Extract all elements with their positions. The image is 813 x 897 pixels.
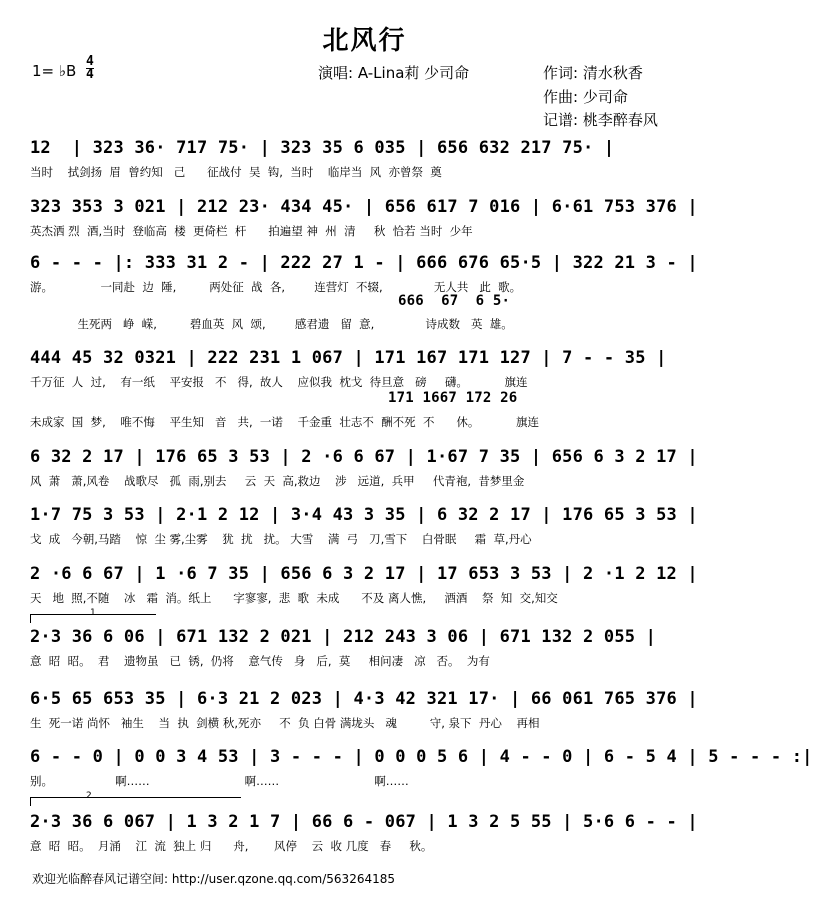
lyric-line: 当时 拭剑扬 眉 曾约知 己 征战付 吴 钩, 当时 临岸当 风 亦曾祭 奠: [30, 165, 442, 179]
singer-credit: 演唱: A-Lina莉 少司命: [318, 64, 470, 82]
transcriber-credit: 记谱: 桃李醉春风: [543, 111, 658, 129]
time-signature: [86, 56, 94, 81]
lyric-line: 别。 啊…… 啊…… 啊……: [30, 774, 409, 788]
notation-line: 2·3 36 6 067 | 1 3 2 1 7 | 66 6 - 067 | 1 3 2 5 55 | 5·6 6 - - |: [30, 812, 698, 832]
notation-line: 2 ·6 6 67 | 1 ·6 7 35 | 656 6 3 2 17 | 17 653 3 53 | 2 ·1 2 12 |: [30, 564, 698, 584]
key-signature: 1= ♭B: [32, 62, 77, 80]
notation-line: 6·5 65 653 35 | 6·3 21 2 023 | 4·3 42 321 17· | 66 061 765 376 |: [30, 689, 698, 709]
second-ending-label: 2: [86, 791, 92, 801]
time-signature-bottom: 4: [86, 67, 94, 82]
notation-line: 1·7 75 3 53 | 2·1 2 12 | 3·4 43 3 35 | 6 32 2 17 | 176 65 3 53 |: [30, 505, 698, 525]
footer-note: 欢迎光临醉春风记谱空间: http://user.qzone.qq.com/563264185: [32, 872, 396, 886]
notation-line: 444 45 32 0321 | 222 231 1 067 | 171 167 171 127 | 7 - - 35 |: [30, 348, 667, 368]
notation-line: 12 | 323 36· 717 75· | 323 35 6 035 | 656 632 217 75· |: [30, 138, 615, 158]
lyric-line: 英杰洒 烈 酒,当时 登临高 楼 更倚栏 杆 拍遍望 神 州 清 秋 恰若 当时 少年: [30, 224, 473, 238]
lyric-line: 千万征 人 过, 有一纸 平安报 不 得, 故人 应似我 枕戈 待旦意 磅 礴。 旗连: [30, 375, 528, 389]
notation-line: 2·3 36 6 06 | 671 132 2 021 | 212 243 3 06 | 671 132 2 055 |: [30, 627, 657, 647]
lyric-line: 游。 一同赴 边 陲, 两处征 战 各, 连营灯 不辍, 无人共 此 歌。: [30, 280, 522, 294]
first-ending-label: 1: [90, 608, 96, 618]
time-signature-top: 4: [86, 54, 94, 69]
lyric-line: 意 昭 昭。 君 遗物虽 已 锈, 仍将 意气传 身 后, 莫 相问凄 凉 否。 为有: [30, 654, 490, 668]
lyric-line: 天 地 照,不随 冰 霜 消。纸上 字寥寥, 悲 歌 未成 不及 离人憔, 酒酒 祭 知 交,知交: [30, 591, 558, 605]
lyric-line: 风 萧 萧,风卷 战歌尽 孤 雨,别去 云 天 高,救边 涉 远道, 兵甲 代青袍, 昔梦里金: [30, 474, 525, 488]
alt-notation-line: 171 1667 172 26: [388, 390, 518, 406]
notation-line: 323 353 3 021 | 212 23· 434 45· | 656 617 7 016 | 6·61 753 376 |: [30, 197, 698, 217]
composer-credit: 作曲: 少司命: [543, 88, 628, 106]
lyric-line-verse2: 生死两 峥 嵘, 碧血英 风 颂, 感君遗 留 意, 诗成数 英 雄。: [30, 317, 513, 331]
notation-line: 6 - - - |: 333 31 2 - | 222 27 1 - | 666 676 65·5 | 322 21 3 - |: [30, 253, 698, 273]
lyric-line: 生 死一诺 尚怀 袖生 当 执 剑横 秋,死亦 不 负 白骨 满垅头 魂 守, 泉下 丹心 再相: [30, 716, 540, 730]
lyricist-credit: 作词: 清水秋香: [543, 64, 643, 82]
lyric-line: 意 昭 昭。 月涌 江 流 独上 归 舟, 风停 云 收 几度 春 秋。: [30, 839, 433, 853]
notation-line: 6 32 2 17 | 176 65 3 53 | 2 ·6 6 67 | 1·67 7 35 | 656 6 3 2 17 |: [30, 447, 698, 467]
lyric-line: 戈 成 今朝,马踏 惊 尘 雾,尘雾 犹 扰 扰。 大雪 满 弓 刀,雪下 白骨眠 霜 草,丹心: [30, 532, 532, 546]
notation-line: 6 - - 0 | 0 0 3 4 53 | 3 - - - | 0 0 0 5 6 | 4 - - 0 | 6 - 5 4 | 5 - - - :|: [30, 747, 813, 767]
second-ending-bracket: [30, 797, 241, 806]
lyric-line-verse2: 未成家 国 梦, 唯不悔 平生知 音 共, 一诺 千金重 壮志不 酬不死 不 休。 旗连: [30, 415, 539, 429]
song-title: 北风行: [322, 26, 407, 56]
alt-notation-line: 666 67 6 5·: [398, 293, 511, 309]
